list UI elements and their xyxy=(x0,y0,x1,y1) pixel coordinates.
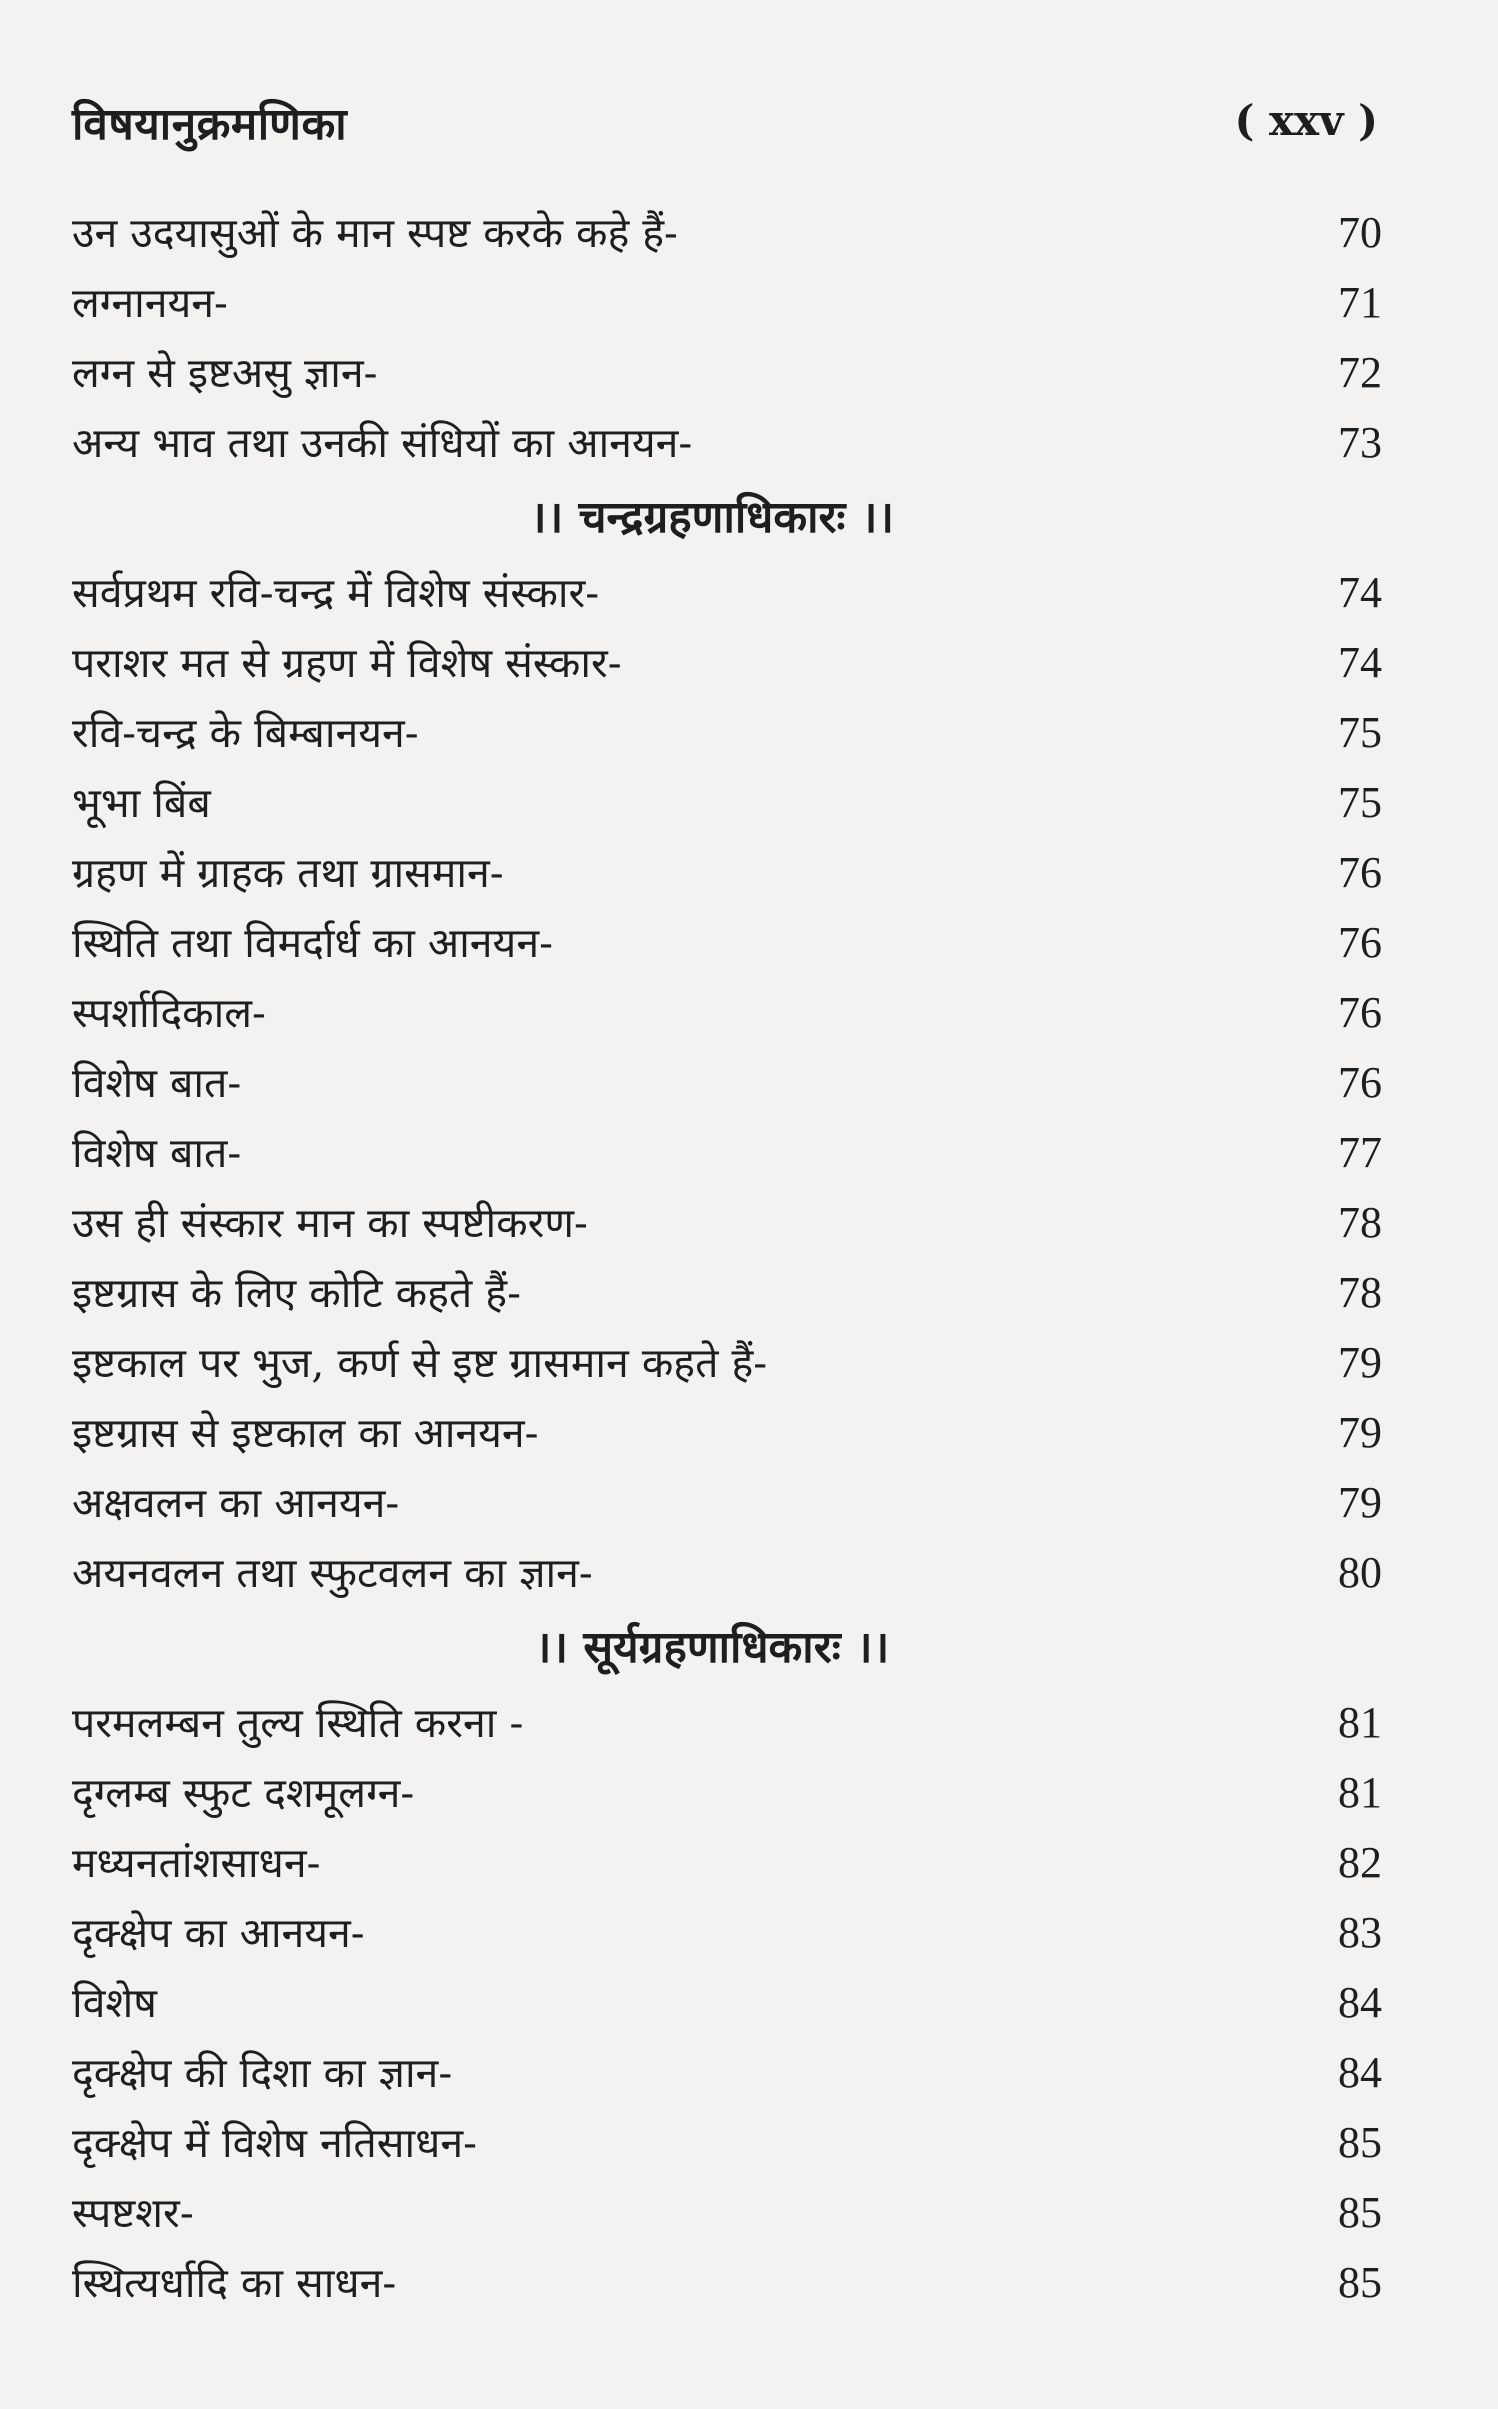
contents-block-3 xyxy=(72,1688,1382,2318)
contents-entry xyxy=(72,1398,1382,1468)
entry-page: 75 xyxy=(1338,778,1382,827)
contents-entry xyxy=(72,558,1382,628)
entry-text: भूभा बिंब xyxy=(72,779,211,827)
contents-entry xyxy=(72,1968,1382,2038)
contents-entry xyxy=(72,978,1382,1048)
contents-entry xyxy=(72,1758,1382,1828)
entry-text: स्पर्शादिकाल- xyxy=(72,989,266,1037)
contents-entry xyxy=(72,908,1382,978)
entry-text: विशेष xyxy=(72,1979,157,2027)
entry-page: 76 xyxy=(1338,918,1382,967)
entry-text: दृक्क्षेप की दिशा का ज्ञान- xyxy=(72,2049,453,2097)
entry-page: 70 xyxy=(1338,208,1382,257)
contents-entry xyxy=(72,1328,1382,1398)
entry-page: 71 xyxy=(1338,278,1382,327)
section-heading-chandragrahan: ।। चन्द्रग्रहणाधिकारः ।। xyxy=(529,492,895,543)
entry-text: स्पष्टशर- xyxy=(72,2189,194,2237)
entry-page: 85 xyxy=(1338,2188,1382,2237)
entry-text: मध्यनतांशसाधन- xyxy=(72,1839,321,1887)
contents-entry xyxy=(72,1688,1382,1758)
entry-page: 72 xyxy=(1338,348,1382,397)
entry-page: 85 xyxy=(1338,2258,1382,2307)
entry-page: 79 xyxy=(1338,1408,1382,1457)
contents-entry xyxy=(72,268,1382,338)
entry-page: 76 xyxy=(1338,848,1382,897)
entry-text: लग्न से इष्टअसु ज्ञान- xyxy=(72,349,378,397)
entry-text: ग्रहण में ग्राहक तथा ग्रासमान- xyxy=(72,849,504,897)
contents-entry xyxy=(72,408,1382,478)
page-number-roman: ( xxv ) xyxy=(1234,96,1378,145)
entry-page: 80 xyxy=(1338,1548,1382,1597)
entry-text: अन्य भाव तथा उनकी संधियों का आनयन- xyxy=(72,419,693,467)
running-header-title: विषयानुक्रमणिका xyxy=(72,99,348,150)
contents-entry xyxy=(72,2108,1382,2178)
entry-text: स्थिति तथा विमर्दार्ध का आनयन- xyxy=(72,919,553,967)
entry-text: दृक्क्षेप का आनयन- xyxy=(72,1909,365,1957)
entry-text: लग्नानयन- xyxy=(72,279,228,327)
entry-page: 79 xyxy=(1338,1478,1382,1527)
contents-entry xyxy=(72,838,1382,908)
entry-text: अयनवलन तथा स्फुटवलन का ज्ञान- xyxy=(72,1549,593,1597)
contents-entry xyxy=(72,1118,1382,1188)
entry-text: दृग्लम्ब स्फुट दशमूलग्न- xyxy=(72,1769,415,1817)
contents-entry xyxy=(72,1828,1382,1898)
entry-text: रवि-चन्द्र के बिम्बानयन- xyxy=(72,709,419,757)
contents-entry xyxy=(72,1188,1382,1258)
entry-page: 79 xyxy=(1338,1338,1382,1387)
entry-page: 74 xyxy=(1338,568,1382,617)
entry-page: 83 xyxy=(1338,1908,1382,1957)
entry-page: 75 xyxy=(1338,708,1382,757)
entry-page: 84 xyxy=(1338,2048,1382,2097)
contents-entry xyxy=(72,2038,1382,2108)
entry-page: 81 xyxy=(1338,1768,1382,1817)
entry-text: सर्वप्रथम रवि-चन्द्र में विशेष संस्कार- xyxy=(72,569,600,617)
contents-entry xyxy=(72,1468,1382,1538)
contents-entry xyxy=(72,1898,1382,1968)
entry-page: 76 xyxy=(1338,1058,1382,1107)
entry-text: परमलम्बन तुल्य स्थिति करना - xyxy=(72,1699,524,1747)
contents-entry xyxy=(72,628,1382,698)
entry-text: अक्षवलन का आनयन- xyxy=(72,1479,400,1527)
entry-page: 76 xyxy=(1338,988,1382,1037)
contents-block-2 xyxy=(72,558,1382,1608)
entry-text: पराशर मत से ग्रहण में विशेष संस्कार- xyxy=(72,639,622,687)
contents-entry xyxy=(72,1538,1382,1608)
entry-page: 82 xyxy=(1338,1838,1382,1887)
contents-entry xyxy=(72,768,1382,838)
entry-text: इष्टग्रास से इष्टकाल का आनयन- xyxy=(72,1409,539,1457)
entry-text: स्थित्यर्धादि का साधन- xyxy=(72,2259,397,2307)
contents-entry xyxy=(72,198,1382,268)
contents-entry xyxy=(72,338,1382,408)
entry-page: 78 xyxy=(1338,1268,1382,1317)
contents-entry xyxy=(72,2178,1382,2248)
entry-text: उन उदयासुओं के मान स्पष्ट करके कहे हैं- xyxy=(72,209,678,257)
entry-page: 85 xyxy=(1338,2118,1382,2167)
entry-page: 74 xyxy=(1338,638,1382,687)
contents-entry xyxy=(72,2248,1382,2318)
entry-page: 77 xyxy=(1338,1128,1382,1177)
section-heading-suryagrahan: ।। सूर्यग्रहणाधिकारः ।। xyxy=(534,1622,890,1673)
contents-block-1 xyxy=(72,198,1382,478)
contents-entry xyxy=(72,698,1382,768)
entry-page: 73 xyxy=(1338,418,1382,467)
entry-page: 84 xyxy=(1338,1978,1382,2027)
contents-entry xyxy=(72,1258,1382,1328)
entry-text: इष्टग्रास के लिए कोटि कहते हैं- xyxy=(72,1269,521,1317)
entry-text: इष्टकाल पर भुज, कर्ण से इष्ट ग्रासमान कहते हैं- xyxy=(72,1339,768,1387)
entry-text: विशेष बात- xyxy=(72,1059,242,1107)
entry-text: विशेष बात- xyxy=(72,1129,242,1177)
entry-text: उस ही संस्कार मान का स्पष्टीकरण- xyxy=(72,1199,588,1247)
contents-entry xyxy=(72,1048,1382,1118)
contents-list xyxy=(72,198,1382,2318)
entry-text: दृक्क्षेप में विशेष नतिसाधन- xyxy=(72,2119,477,2167)
entry-page: 81 xyxy=(1338,1698,1382,1747)
entry-page: 78 xyxy=(1338,1198,1382,1247)
